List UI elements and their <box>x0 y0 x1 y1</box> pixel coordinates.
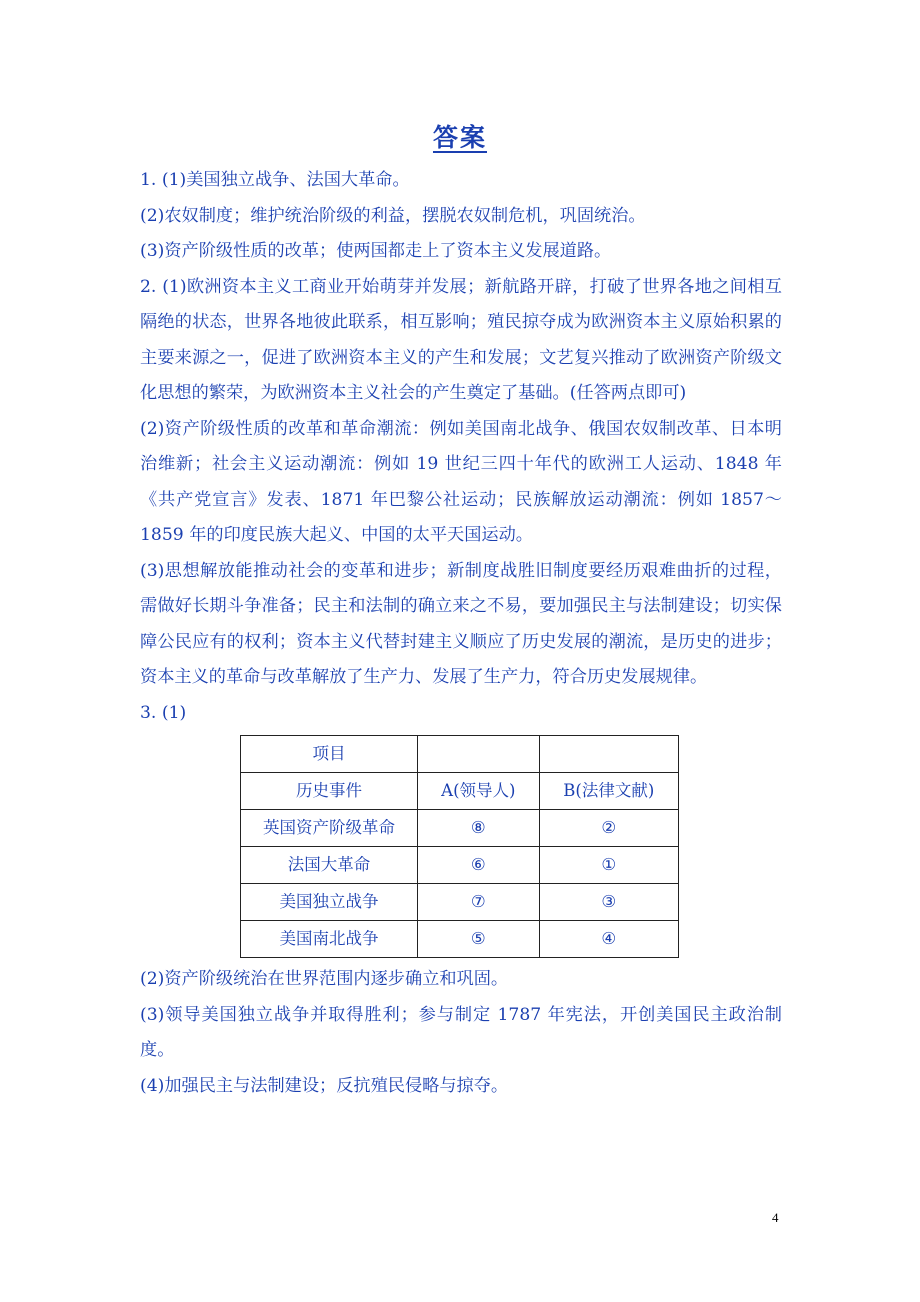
table-cell: ② <box>539 810 678 847</box>
answer-2-2: (2)资产阶级性质的改革和革命潮流：例如美国南北战争、俄国农奴制改革、日本明治维新；社会主义运动潮流：例如 19 世纪三四十年代的欧洲工人运动、1848 年《共产党宣言》发表、1871 年巴黎公社运动；民族解放运动潮流：例如 1857～1859 年的印度民族大起义、中国的太平天国运动。 <box>140 418 782 545</box>
table-cell: 项目 <box>241 736 418 773</box>
table-cell: ④ <box>539 921 678 958</box>
answer-3-3: (3)领导美国独立战争并取得胜利；参与制定 1787 年宪法，开创美国民主政治制度。 <box>140 1004 782 1060</box>
table-row <box>241 847 679 884</box>
answer-1-2: (2)农奴制度；维护统治阶级的利益，摆脱农奴制危机，巩固统治。 <box>140 205 646 226</box>
table-cell: 历史事件 <box>241 773 418 810</box>
table-cell: ⑥ <box>418 847 540 884</box>
table-cell: ⑧ <box>418 810 540 847</box>
table-row <box>241 921 679 958</box>
table-row <box>241 884 679 921</box>
table-cell: 法国大革命 <box>241 847 418 884</box>
table-header-row <box>241 736 679 773</box>
table-cell <box>418 736 540 773</box>
answer-3-1: 3. (1) <box>140 702 187 723</box>
table-cell: ⑦ <box>418 884 540 921</box>
answer-2-3: (3)思想解放能推动社会的变革和进步；新制度战胜旧制度要经历艰难曲折的过程，需做好长期斗争准备；民主和法制的确立来之不易，要加强民主与法制建设；切实保障公民应有的权利；资本主义代替封建主义顺应了历史发展的潮流，是历史的进步；资本主义的革命与改革解放了生产力、发展了生产力，符合历史发展规律。 <box>140 560 782 687</box>
answer-content <box>140 163 782 1104</box>
answer-3-4: (4)加强民主与法制建设；反抗殖民侵略与掠夺。 <box>140 1075 509 1096</box>
table-cell: ⑤ <box>418 921 540 958</box>
table-cell <box>539 736 678 773</box>
answer-3-2: (2)资产阶级统治在世界范围内逐步确立和巩固。 <box>140 969 509 989</box>
table-cell: ① <box>539 847 678 884</box>
table-cell: 英国资产阶级革命 <box>241 810 418 847</box>
table-cell: 美国南北战争 <box>241 921 418 958</box>
page-title: 答案 <box>432 123 487 152</box>
answer-1-3: (3)资产阶级性质的改革；使两国都走上了资本主义发展道路。 <box>140 241 612 261</box>
table-row <box>241 810 679 847</box>
answer-2-1: 2. (1)欧洲资本主义工商业开始萌芽并发展；新航路开辟，打破了世界各地之间相互隔绝的状态，世界各地彼此联系，相互影响；殖民掠夺成为欧洲资本主义原始积累的主要来源之一，促进了欧洲资本主义的产生和发展；文艺复兴推动了欧洲资产阶级文化思想的繁荣，为欧洲资本主义社会的产生奠定了基础。(任答两点即可) <box>140 276 782 403</box>
page-number: 4 <box>772 1210 779 1225</box>
answer-1-1: 1. (1)美国独立战争、法国大革命。 <box>140 170 410 190</box>
table-header-row <box>241 773 679 810</box>
table-cell: B(法律文献) <box>539 773 678 810</box>
answer-table <box>240 735 679 958</box>
table-cell: ③ <box>539 884 678 921</box>
table-cell: 美国独立战争 <box>241 884 418 921</box>
table-cell: A(领导人) <box>418 773 540 810</box>
